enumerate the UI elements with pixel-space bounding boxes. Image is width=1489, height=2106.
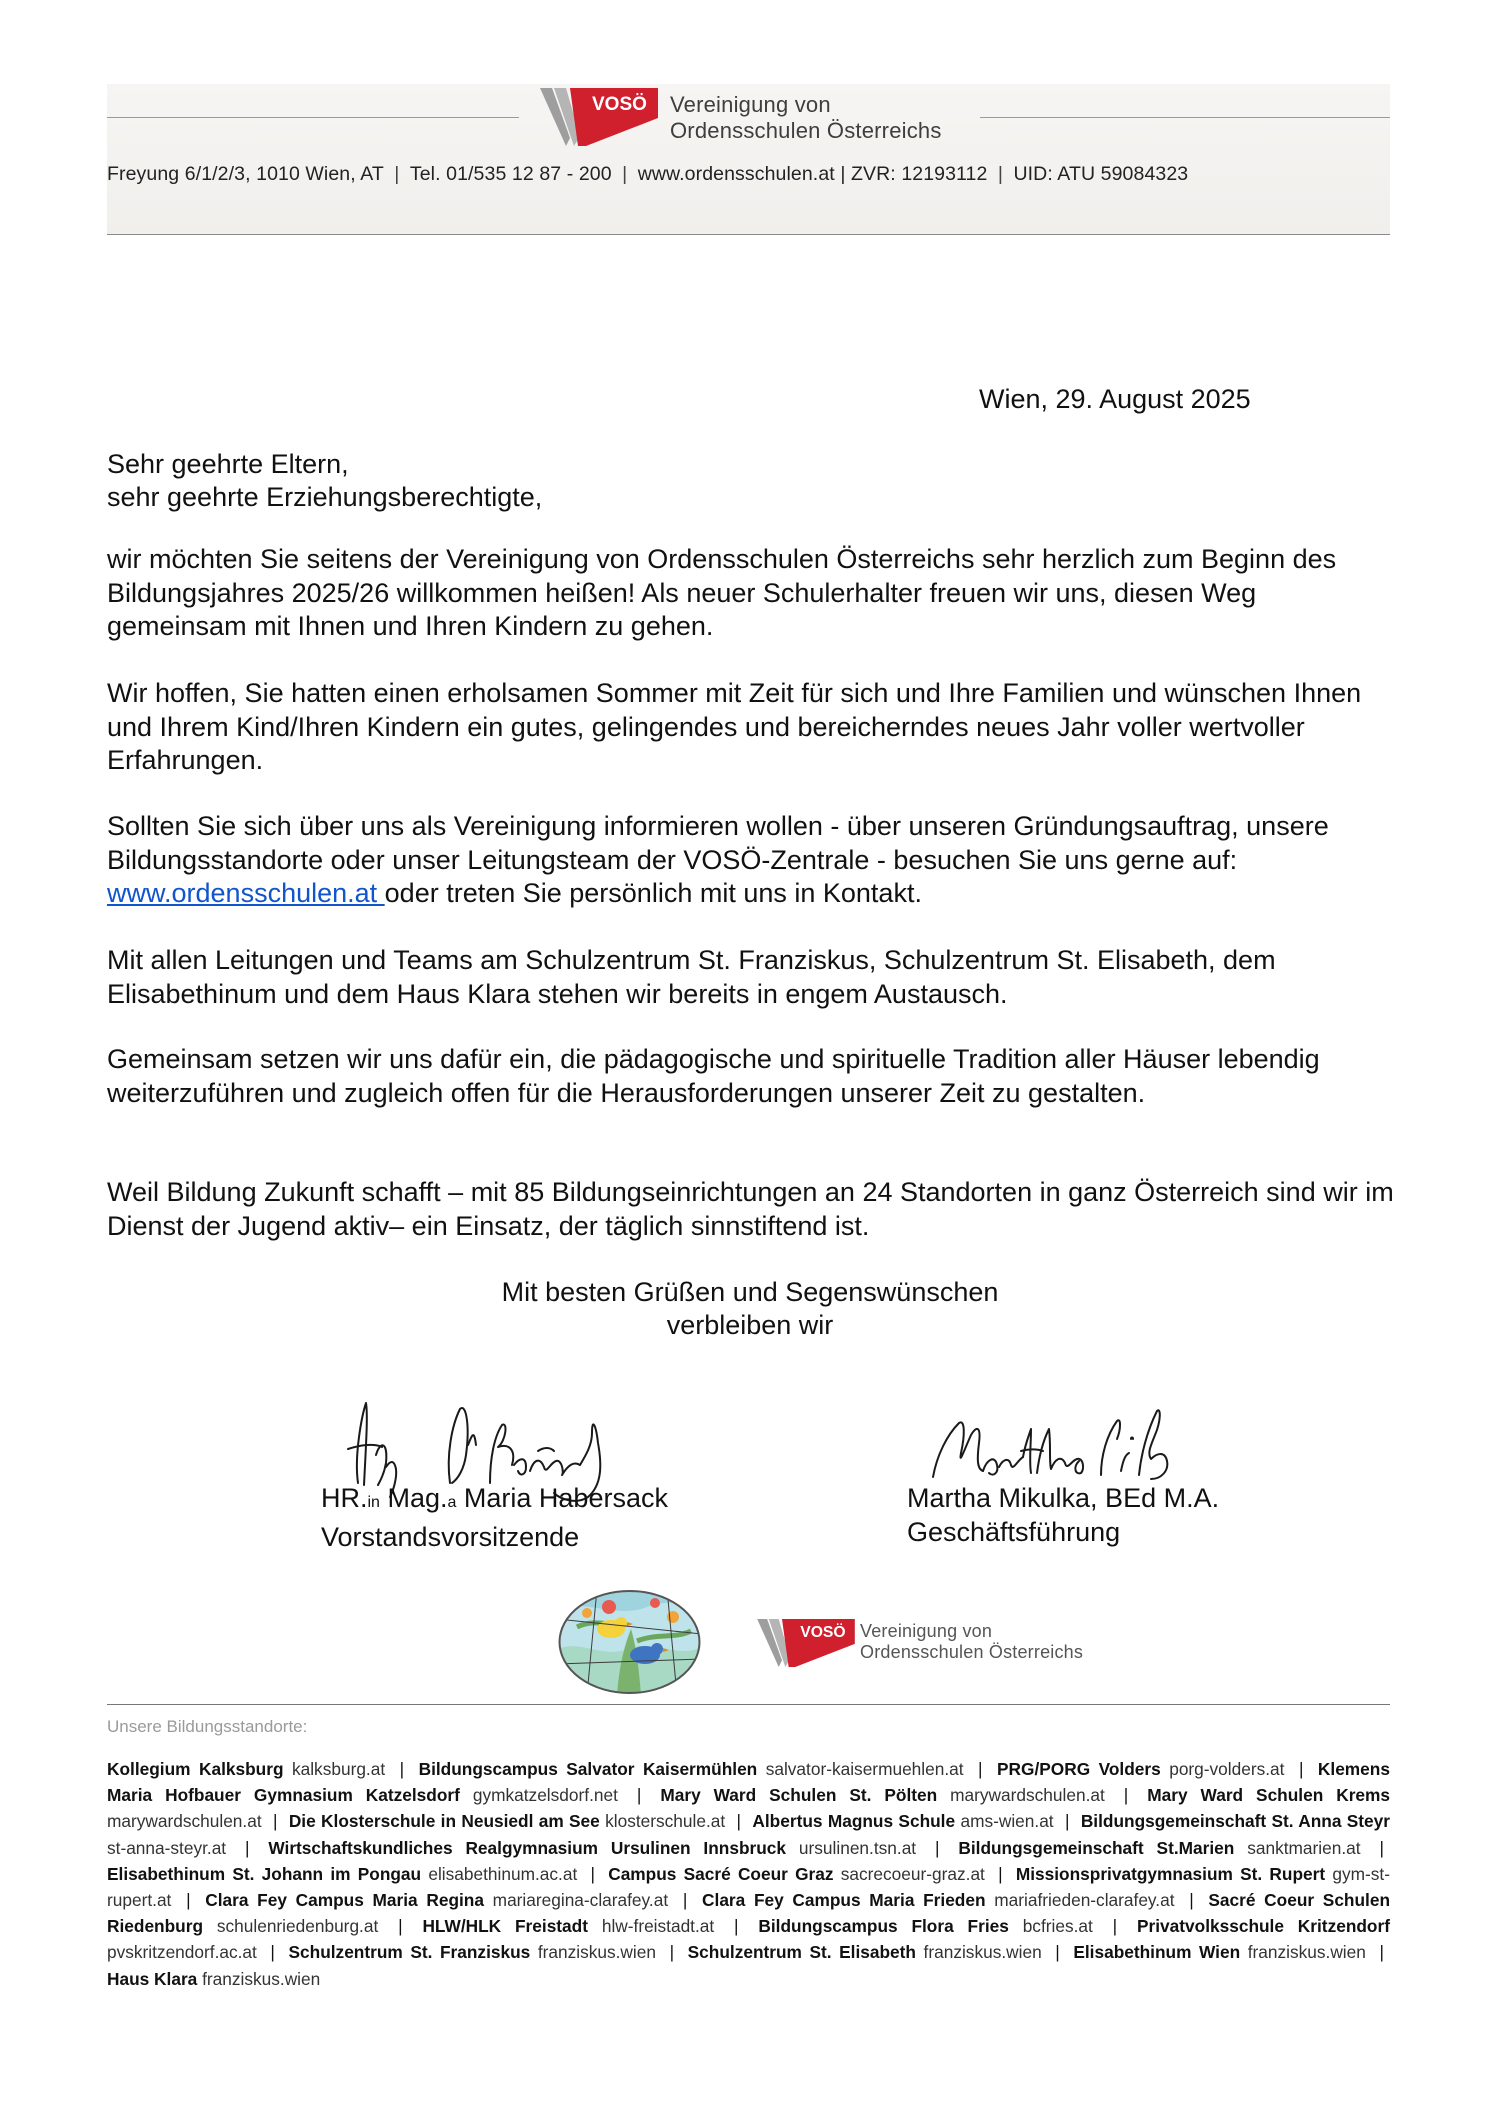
paragraph-welcome: wir möchten Sie seitens der Vereinigung von Ordensschulen Österreichs sehr herzlich zum Beginn des Bildungsjahres 2025/26 willkommen heißen! Als neuer Schulerhalter freuen wir uns, diesen Weg gemeinsam mit Ihnen und Ihren Kindern zu gehen.: [107, 544, 1337, 641]
location-item: [752, 1811, 1053, 1831]
location-separator: |: [272, 1811, 278, 1832]
signer-mikulka-name: Martha Mikulka, BEd M.A.: [907, 1483, 1220, 1513]
voso-logo-footer: [757, 1619, 1097, 1669]
location-item: [608, 1864, 985, 1884]
zvr-text: ZVR: 12193112: [851, 163, 988, 185]
letterhead-rule-right: [980, 117, 1390, 118]
location-name: Mary Ward Schulen St. Pölten: [660, 1785, 938, 1806]
location-url: sacrecoeur-graz.at: [840, 1863, 985, 1884]
signer-mikulka-role: Geschäftsführung: [907, 1517, 1121, 1547]
letterhead-rule-left: [107, 117, 519, 118]
location-url: gymkatzelsdorf.net: [472, 1785, 618, 1806]
voso-logo-mark-icon: [540, 88, 658, 146]
voso-logo-mark-footer-icon: [757, 1619, 855, 1667]
location-item: [419, 1759, 964, 1779]
location-item: [422, 1916, 714, 1936]
location-url: bcfries.at: [1022, 1916, 1093, 1937]
location-name: Die Klosterschule in Neusiedl am See: [288, 1811, 600, 1832]
location-name: Elisabethinum St. Johann im Pongau: [107, 1863, 422, 1884]
location-item: [268, 1838, 916, 1858]
phone-text: Tel. 01/535 12 87 - 200: [409, 163, 612, 185]
location-separator: |: [1055, 1942, 1060, 1963]
voso-logo-text: Vereinigung von Ordensschulen Österreichs: [670, 92, 942, 143]
location-url: franziskus.wien: [1247, 1942, 1366, 1963]
location-name: HLW/HLK Freistadt: [422, 1916, 588, 1937]
location-url: mariaregina-clarafey.at: [492, 1890, 669, 1911]
location-name: Haus Klara: [107, 1968, 198, 1989]
signer-habersack-role: Vorstandsvorsitzende: [321, 1522, 580, 1552]
location-url: schulenriedenburg.at: [216, 1916, 379, 1937]
location-item: [702, 1890, 1174, 1910]
location-separator: |: [186, 1890, 191, 1911]
location-url: salvator-kaisermuehlen.at: [765, 1759, 964, 1779]
location-separator: |: [270, 1942, 275, 1963]
location-item: [660, 1785, 1104, 1805]
location-url: marywardschulen.at: [107, 1811, 262, 1832]
location-name: Schulzentrum St. Franziskus: [288, 1942, 531, 1963]
location-separator: |: [1112, 1916, 1118, 1937]
location-url: sanktmarien.at: [1247, 1837, 1361, 1858]
location-name: Klemens Maria Hofbauer Gymnasium Katzelsdorf: [107, 1759, 1390, 1806]
location-separator: |: [669, 1942, 675, 1963]
paragraph-summer: Wir hoffen, Sie hatten einen erholsamen Sommer mit Zeit für sich und Ihre Familien und wünschen Ihnen und Ihrem Kind/Ihren Kindern ein gutes, gelingendes und bereicherndes neues Jahr voller wertvoller Erfahrungen.: [107, 678, 1362, 775]
location-separator: |: [734, 1916, 739, 1937]
paragraph-info: Sollten Sie sich über uns als Vereinigung informieren wollen - über unseren Gründungsauftrag, unsere Bildungsstandorte oder unser Leitungsteam der VOSÖ-Zentrale - besuchen Sie uns gerne auf: www.ordensschulen.at oder treten Sie persönlich mit uns in Kontakt.: [107, 811, 1329, 908]
location-url: marywardschulen.at: [950, 1785, 1105, 1806]
location-separator: |: [682, 1890, 688, 1911]
paragraph-mission: Weil Bildung Zukunft schafft – mit 85 Bildungseinrichtungen an 24 Standorten in ganz Österreich sind wir im Dienst der Jugend aktiv– ein Einsatz, der täglich sinnstiftend ist.: [107, 1177, 1394, 1241]
location-item: [107, 1759, 385, 1779]
footer-title: Unsere Bildungsstandorte:: [107, 1717, 308, 1736]
uid-text: UID: ATU 59084323: [1013, 163, 1189, 185]
voso-logo-footer-text: Vereinigung von Ordensschulen Österreichs: [860, 1621, 1084, 1662]
location-item: [958, 1838, 1360, 1858]
location-url: ams-wien.at: [960, 1811, 1054, 1832]
paragraph-teams: Mit allen Leitungen und Teams am Schulzentrum St. Franziskus, Schulzentrum St. Elisabeth, dem Elisabethinum und dem Haus Klara stehen wir bereits in engem Austausch.: [107, 945, 1276, 1009]
location-item: [997, 1759, 1284, 1779]
footer-rule: [107, 1704, 1390, 1705]
location-separator: |: [1064, 1811, 1070, 1832]
location-name: Schulzentrum St. Elisabeth: [687, 1942, 916, 1963]
salutation-line-2: sehr geehrte Erziehungsberechtigte,: [107, 482, 543, 512]
closing: [0, 1276, 1489, 1342]
website-link[interactable]: www.ordensschulen.at: [107, 878, 385, 908]
location-name: Clara Fey Campus Maria Frieden: [702, 1890, 986, 1911]
location-url: franziskus.wien: [202, 1968, 321, 1989]
location-item: [107, 1864, 577, 1884]
location-separator: |: [1379, 1942, 1384, 1963]
paragraph-tradition: Gemeinsam setzen wir uns dafür ein, die pädagogische und spirituelle Tradition aller Häuser lebendig weiterzuführen und zugleich offen für die Herausforderungen unserer Zeit zu gestalten.: [107, 1044, 1320, 1108]
location-url: hlw-freistadt.at: [601, 1916, 715, 1937]
voso-logo: [540, 88, 970, 148]
location-separator: |: [636, 1785, 642, 1806]
location-separator: |: [934, 1837, 940, 1858]
svg-text:VOSÖ: VOSÖ: [592, 94, 647, 115]
location-url: porg-volders.at: [1169, 1759, 1285, 1779]
svg-text:VOSÖ: VOSÖ: [800, 1624, 846, 1642]
location-name: Mary Ward Schulen Krems: [1147, 1785, 1391, 1806]
website-text: www.ordensschulen.at: [637, 163, 835, 185]
location-name: Bildungscampus Salvator Kaisermühlen: [418, 1759, 758, 1779]
location-url: kalksburg.at: [291, 1759, 386, 1779]
location-item: [289, 1942, 656, 1962]
location-name: Bildungscampus Flora Fries: [758, 1916, 1009, 1937]
location-separator: |: [399, 1759, 405, 1779]
location-separator: |: [398, 1916, 403, 1937]
location-name: Sacré Coeur Schulen Riedenburg: [107, 1890, 1391, 1937]
address-text: Freyung 6/1/2/3, 1010 Wien, AT: [107, 163, 384, 185]
location-url: franziskus.wien: [923, 1942, 1042, 1963]
location-url: mariafrieden-clarafey.at: [994, 1890, 1175, 1911]
location-url: elisabethinum.ac.at: [428, 1863, 578, 1884]
location-url: franziskus.wien: [537, 1942, 656, 1963]
location-name: Clara Fey Campus Maria Regina: [205, 1890, 484, 1911]
location-separator: |: [1189, 1890, 1194, 1911]
location-separator: |: [1379, 1837, 1384, 1858]
closing-line-2: verbleiben wir: [666, 1310, 834, 1340]
salutation-line-1: Sehr geehrte Eltern,: [107, 449, 349, 479]
location-separator: |: [1123, 1785, 1129, 1806]
salutation: [107, 448, 542, 514]
location-item: [107, 1969, 320, 1989]
location-name: PRG/PORG Volders: [997, 1759, 1161, 1779]
location-item: [205, 1890, 668, 1910]
signer-habersack-name: HR.in Mag.a Maria Habersack: [321, 1483, 668, 1513]
location-item: [289, 1811, 725, 1831]
location-url: ursulinen.tsn.at: [798, 1837, 917, 1858]
location-separator: |: [998, 1863, 1003, 1884]
signer-habersack: [321, 1481, 668, 1554]
location-name: Missionsprivatgymnasium St. Rupert: [1015, 1863, 1326, 1884]
location-separator: |: [1298, 1759, 1304, 1779]
location-name: Wirtschaftskundliches Realgymnasium Ursulinen Innsbruck: [268, 1837, 787, 1858]
signer-mikulka: [907, 1481, 1219, 1549]
location-url: gym-st-rupert.at: [107, 1863, 1390, 1911]
location-separator: |: [590, 1863, 595, 1884]
closing-line-1: Mit besten Grüßen und Segenswünschen: [501, 1277, 999, 1307]
location-separator: |: [736, 1811, 742, 1832]
birds-emblem-icon: [557, 1589, 702, 1695]
location-item: [1073, 1942, 1366, 1962]
letter-date: Wien, 29. August 2025: [979, 384, 1251, 414]
location-separator: |: [978, 1759, 983, 1779]
location-separator: |: [244, 1837, 250, 1858]
location-name: Elisabethinum Wien: [1073, 1942, 1241, 1963]
location-url: st-anna-steyr.at: [107, 1837, 227, 1858]
location-name: Albertus Magnus Schule: [752, 1811, 956, 1832]
location-item: [688, 1942, 1042, 1962]
location-url: klosterschule.at: [605, 1811, 726, 1832]
location-item: [758, 1916, 1092, 1936]
location-name: Bildungsgemeinschaft St.Marien: [958, 1837, 1235, 1858]
location-url: pvskritzendorf.ac.at: [107, 1942, 257, 1963]
location-name: Campus Sacré Coeur Graz: [608, 1863, 834, 1884]
location-name: Privatvolksschule Kritzendorf: [1137, 1916, 1390, 1937]
letterhead-rule-bottom: [107, 234, 1390, 235]
location-name: Kollegium Kalksburg: [107, 1759, 284, 1779]
letterhead-contact-line: Freyung 6/1/2/3, 1010 Wien, AT | Tel. 01/535 12 87 - 200 | www.ordensschulen.at | ZVR: 12193112 | UID: ATU 59084323: [107, 163, 1189, 185]
location-name: Bildungsgemeinschaft St. Anna Steyr: [1080, 1811, 1390, 1832]
locations-list: [107, 1756, 1390, 1992]
